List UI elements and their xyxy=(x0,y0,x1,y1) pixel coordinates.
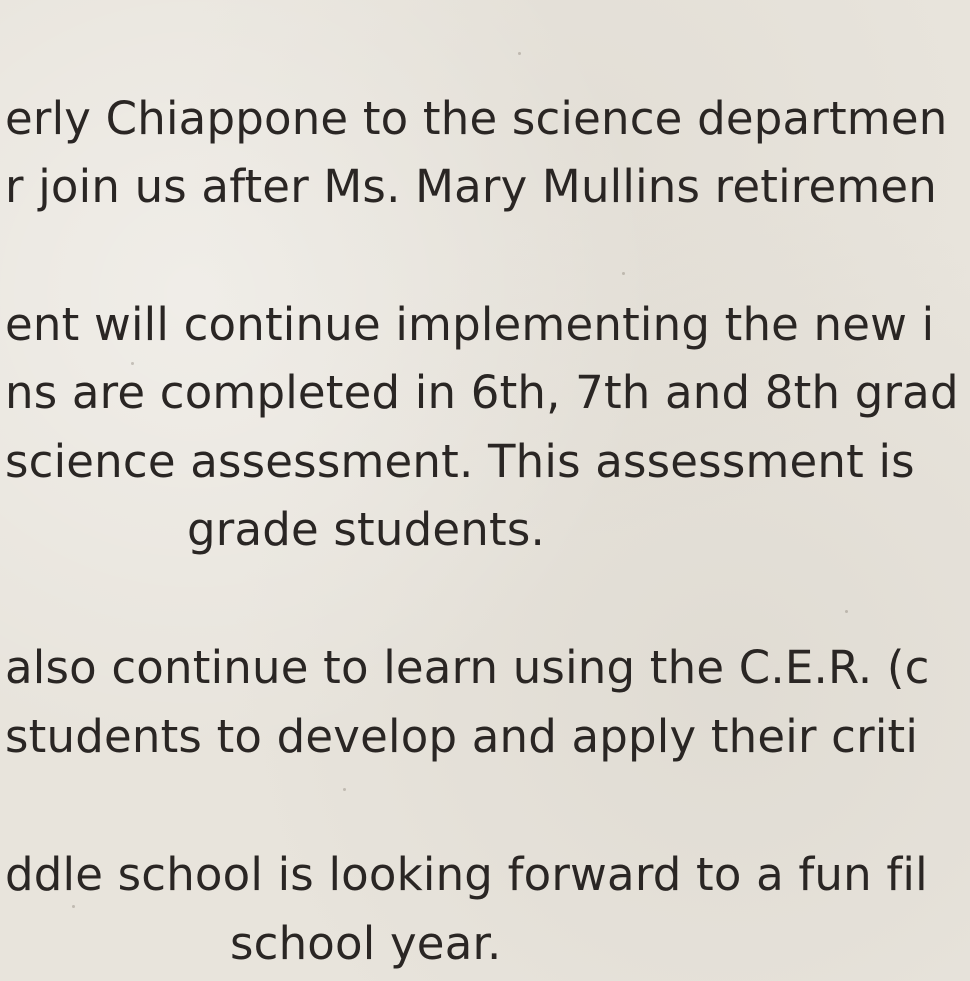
text-line: school year. xyxy=(230,917,502,970)
paper-speck xyxy=(518,52,521,55)
paper-speck xyxy=(622,272,625,275)
paper-speck xyxy=(131,362,134,365)
text-line: science assessment. This assessment is xyxy=(5,435,915,488)
text-line: ddle school is looking forward to a fun fil xyxy=(5,848,928,901)
text-line: also continue to learn using the C.E.R. (c xyxy=(5,641,930,694)
paper-speck xyxy=(845,610,848,613)
text-line: erly Chiappone to the science departmen xyxy=(5,92,948,145)
text-line: students to develop and apply their criti xyxy=(5,710,919,763)
text-line: ns are completed in 6th, 7th and 8th grad xyxy=(5,366,959,419)
text-line: ent will continue implementing the new i xyxy=(5,298,935,351)
paper-speck xyxy=(343,788,346,791)
paper-speck xyxy=(72,905,75,908)
text-line: r join us after Ms. Mary Mullins retiremen xyxy=(5,160,938,213)
text-line: grade students. xyxy=(187,503,545,556)
